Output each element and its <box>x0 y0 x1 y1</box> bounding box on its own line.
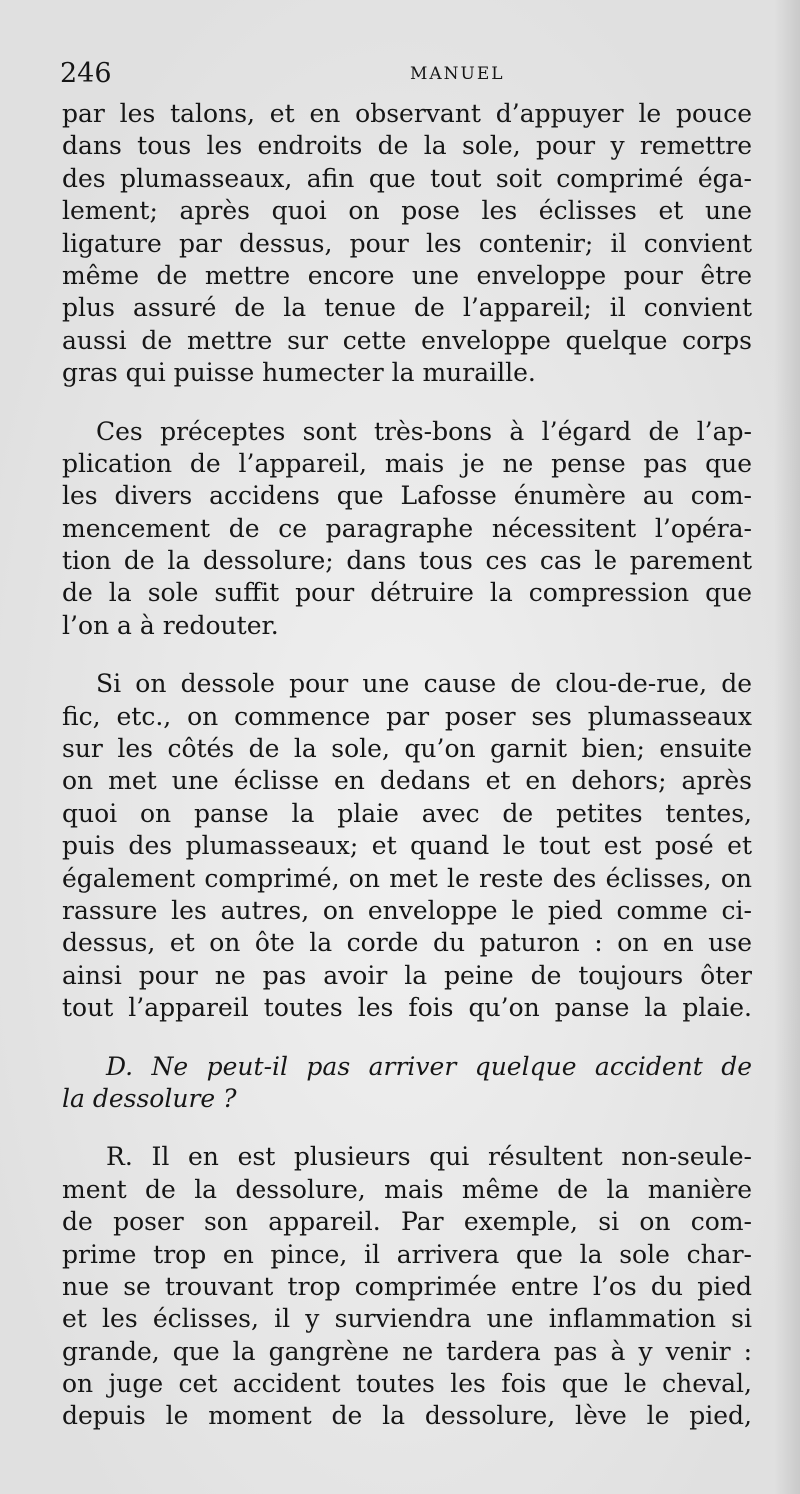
text-line: ainsi pour ne pas avoir la peine de toujours ôter <box>62 960 752 990</box>
body-text <box>62 98 752 1433</box>
text-line: nue se trouvant trop comprimée entre l’os du pied <box>62 1271 752 1301</box>
text-line: gras qui puisse humecter la muraille. <box>62 358 536 388</box>
paragraph-gap <box>62 1025 752 1051</box>
text-line: également comprimé, on met le reste des éclisses, on <box>62 863 752 893</box>
question-paragraph <box>62 1051 752 1116</box>
paragraph-gap <box>62 1115 752 1141</box>
text-line: fic, etc., on commence par poser ses plumasseaux <box>62 701 752 731</box>
text-line: rassure les autres, on enveloppe le pied comme ci- <box>62 895 752 925</box>
text-line: quoi on panse la plaie avec de petites tentes, <box>62 798 752 828</box>
text-line: grande, que la gangrène ne tardera pas à y venir : <box>62 1336 752 1366</box>
text-line: même de mettre encore une enveloppe pour être <box>62 260 752 290</box>
page-header <box>60 58 750 94</box>
paragraph-preceptes <box>62 416 752 643</box>
text-line: depuis le moment de la dessolure, lève le pied, <box>62 1401 752 1431</box>
text-line: par les talons, et en observant d’appuyer le pouce <box>62 99 752 128</box>
text-line: Ces préceptes sont très-bons à l’égard de l’ap- <box>96 416 752 446</box>
paragraph-clou-de-rue <box>62 668 752 1024</box>
text-line: puis des plumasseaux; et quand le tout est posé et <box>62 831 752 861</box>
page-number: 246 <box>60 58 112 89</box>
text-line: les divers accidens que Lafosse énumère au com- <box>62 481 752 511</box>
text-line: l’on a à redouter. <box>62 610 279 640</box>
text-line: plus assuré de la tenue de l’appareil; il convient <box>62 293 752 323</box>
text-line: sur les côtés de la sole, qu’on garnit bien; ensuite <box>62 734 752 764</box>
paragraph-gap <box>62 390 752 416</box>
text-line: ligature par dessus, pour les contenir; il convient <box>62 228 752 258</box>
paragraph-continuation <box>62 98 752 390</box>
text-line: ment de la dessolure, mais même de la manière <box>62 1174 752 1204</box>
text-line: lement; après quoi on pose les éclisses et une <box>62 196 752 226</box>
text-line: des plumasseaux, afin que tout soit comprimé éga- <box>62 163 752 193</box>
paragraph-gap <box>62 642 752 668</box>
question-line: la dessolure ? <box>62 1083 237 1113</box>
text-line: aussi de mettre sur cette enveloppe quelque corps <box>62 325 752 355</box>
text-line: mencement de ce paragraphe nécessitent l’opéra- <box>62 513 752 543</box>
text-line: et les éclisses, il y surviendra une inflammation si <box>62 1304 752 1334</box>
question-line: D. Ne peut-il pas arriver quelque accident de <box>106 1051 752 1081</box>
text-line: on juge cet accident toutes les fois que le cheval, <box>62 1369 752 1399</box>
text-line: prime trop en pince, il arrivera que la sole char- <box>62 1239 752 1269</box>
text-line: de la sole suffit pour détruire la compression que <box>62 578 752 608</box>
text-line: tion de la dessolure; dans tous ces cas le parement <box>62 546 752 576</box>
page-edge-shadow <box>774 0 800 1494</box>
text-line: tout l’appareil toutes les fois qu’on panse la plaie. <box>62 993 752 1023</box>
text-line: R. Il en est plusieurs qui résultent non-seule- <box>106 1142 752 1172</box>
text-line: dessus, et on ôte la corde du paturon : on en use <box>62 928 752 958</box>
text-line: plication de l’appareil, mais je ne pense pas que <box>62 448 752 478</box>
text-line: on met une éclisse en dedans et en dehors; après <box>62 766 752 796</box>
running-head: MANUEL <box>410 64 505 84</box>
answer-paragraph <box>62 1141 752 1433</box>
text-line: Si on dessole pour une cause de clou-de-rue, de <box>96 669 752 699</box>
text-line: de poser son appareil. Par exemple, si on com- <box>62 1207 752 1237</box>
text-line: dans tous les endroits de la sole, pour y remettre <box>62 131 752 161</box>
